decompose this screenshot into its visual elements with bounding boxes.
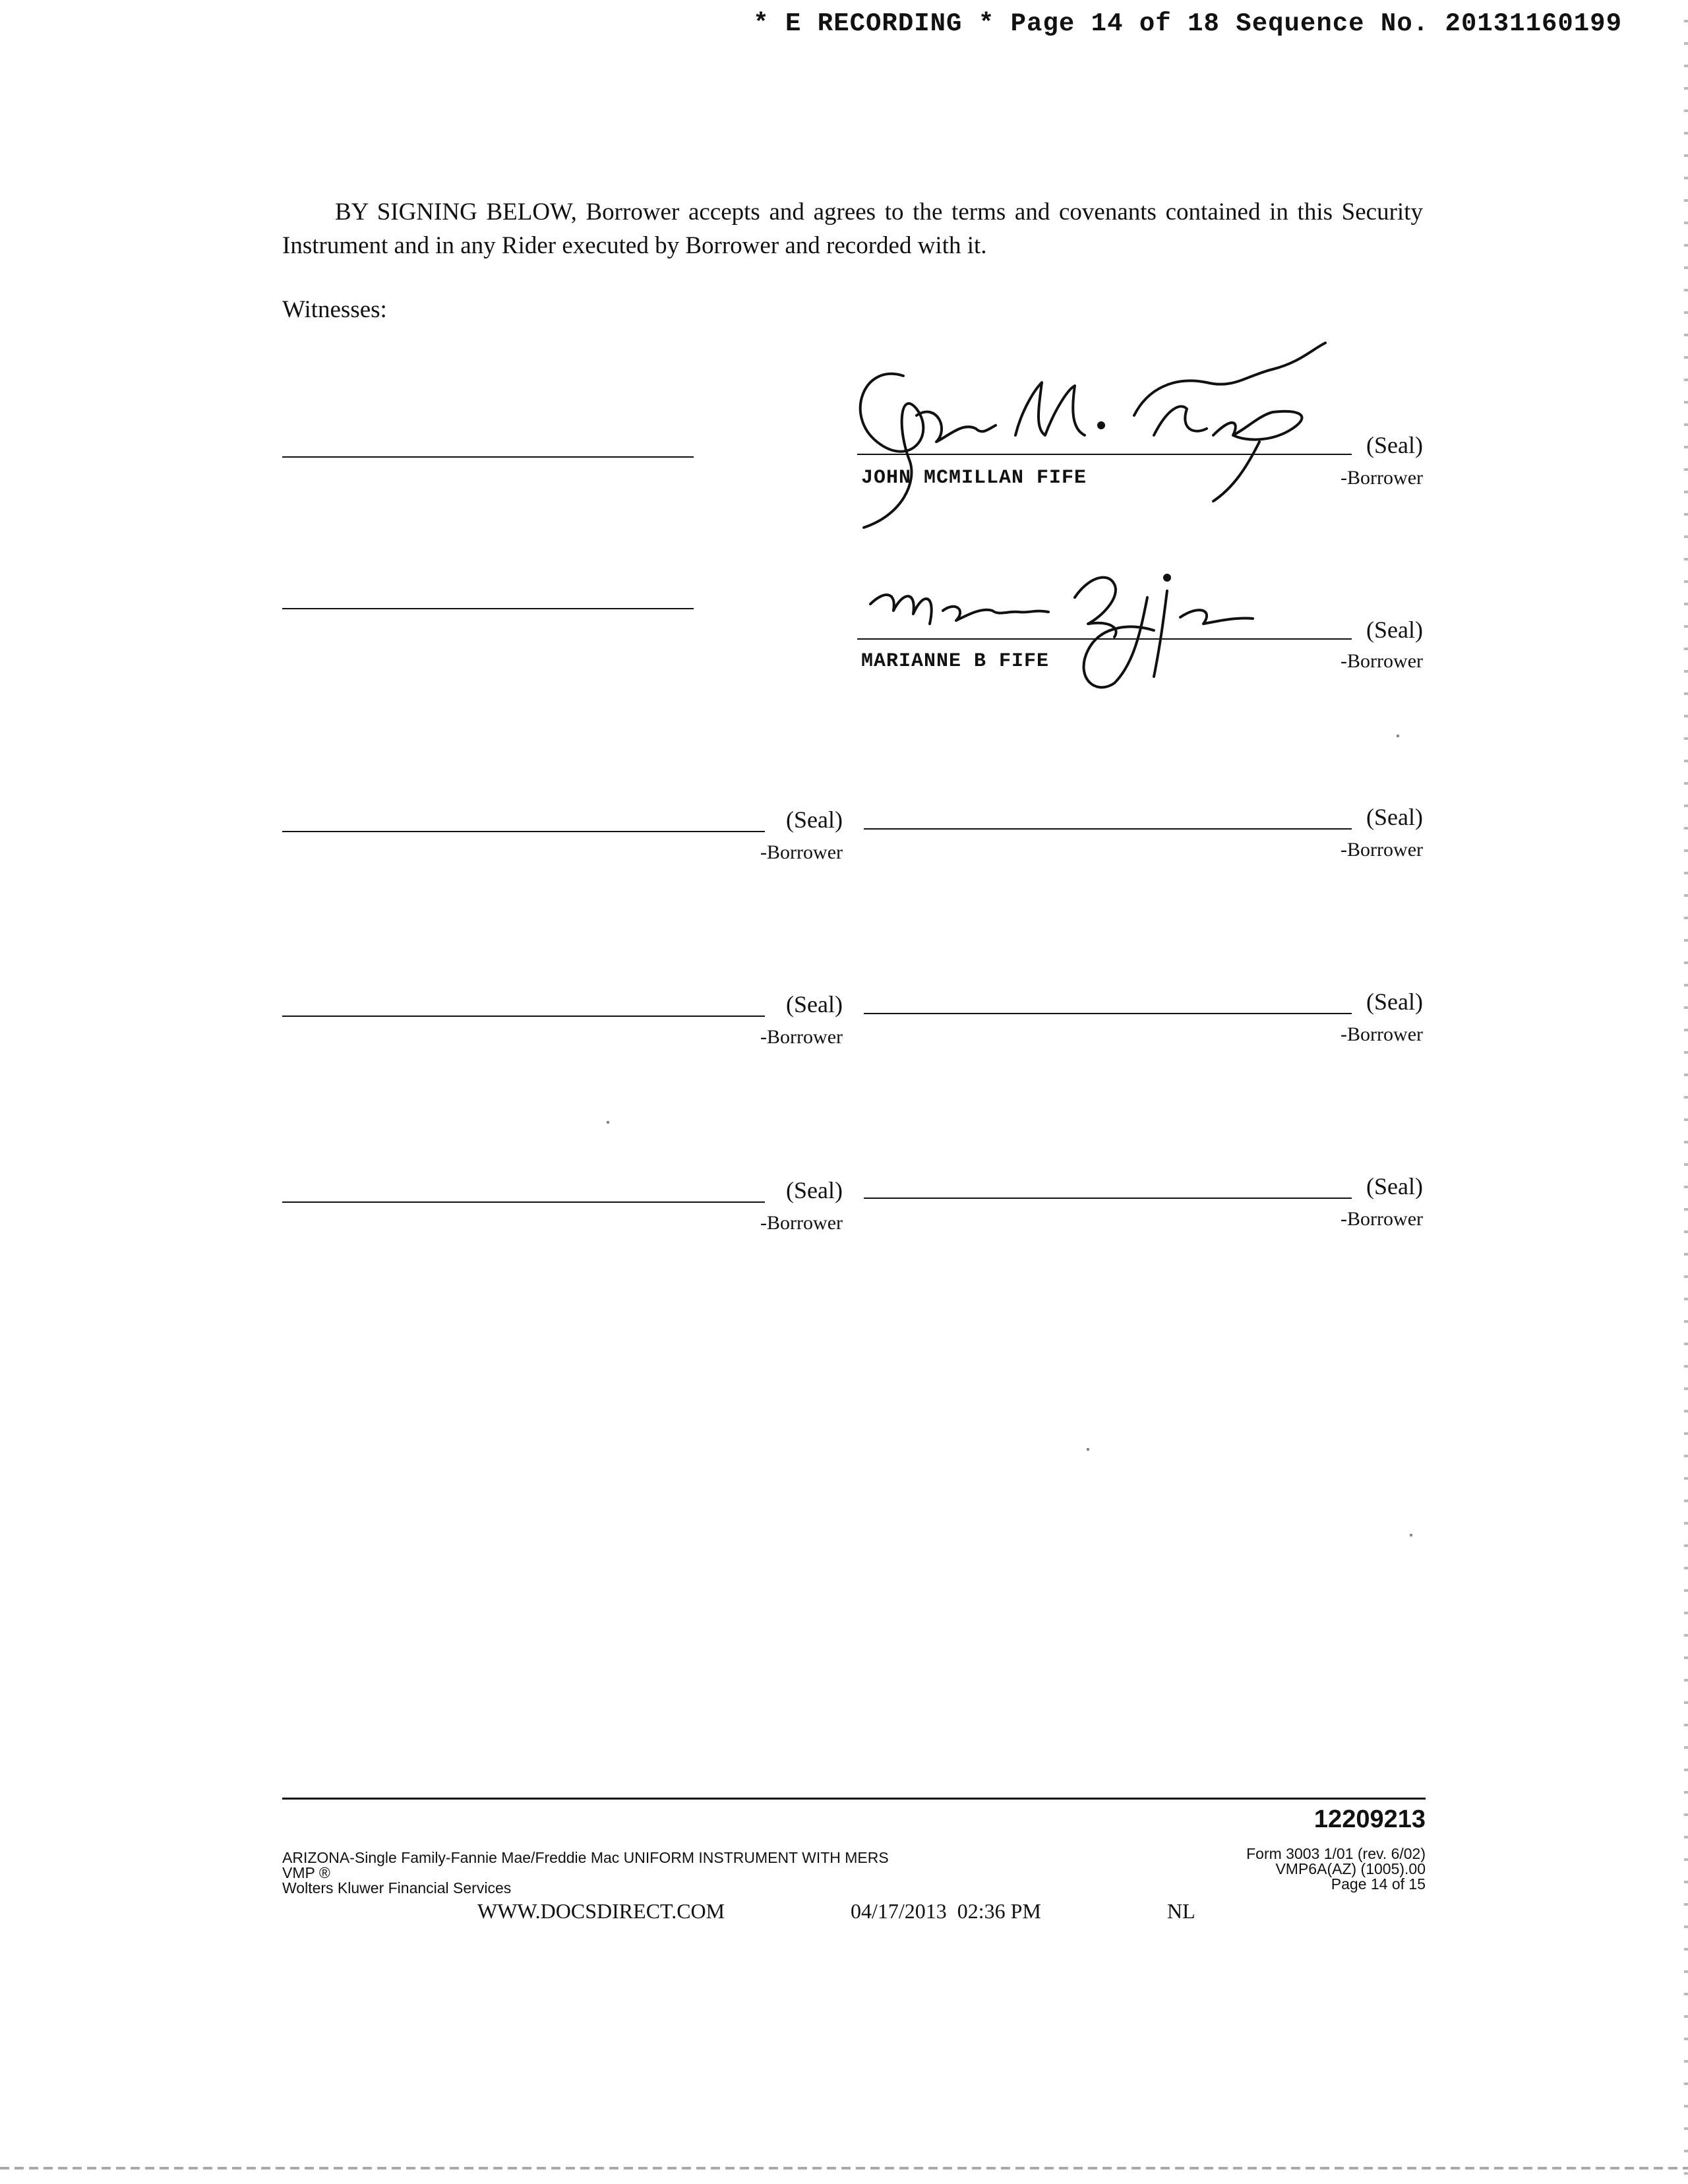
form-code: VMP6A(AZ) (1005).00 — [1275, 1860, 1426, 1877]
scan-speck — [1410, 1534, 1412, 1536]
blank-borrower-seal-4: (Seal) — [1366, 988, 1423, 1015]
preparer-initials: NL — [1167, 1899, 1195, 1923]
footer-right-block — [1246, 1846, 1426, 1892]
signer-1-role: -Borrower — [1341, 467, 1423, 489]
scan-speck — [1087, 1448, 1089, 1451]
blank-borrower-line-5 — [282, 1201, 765, 1203]
blank-borrower-line-3 — [282, 1016, 765, 1017]
print-timestamp: 04/17/2013 02:36 PM — [851, 1899, 1041, 1923]
website: WWW.DOCSDIRECT.COM — [477, 1899, 725, 1923]
blank-borrower-role-2: -Borrower — [1341, 839, 1423, 861]
scan-edge-artifact — [1684, 0, 1688, 2184]
scan-bottom-artifact — [0, 2167, 1688, 2169]
acceptance-paragraph: BY SIGNING BELOW, Borrower accepts and agrees to the terms and covenants contained in this Security Instrument and in any Rider executed by Borrower and recorded with it. — [282, 198, 1423, 259]
signer-2-seal: (Seal) — [1366, 617, 1423, 643]
signature-john-fife — [837, 336, 1339, 534]
signer-2-role: -Borrower — [1341, 650, 1423, 672]
form-number: Form 3003 1/01 (rev. 6/02) — [1246, 1845, 1426, 1862]
loan-number: 12209213 — [1313, 1805, 1426, 1833]
witnesses-label: Witnesses: — [282, 296, 387, 323]
scan-speck — [1397, 735, 1399, 737]
blank-borrower-role-1: -Borrower — [760, 841, 843, 863]
recording-header: * E RECORDING * Page 14 of 18 Sequence No. 20131160199 — [753, 9, 1622, 38]
blank-borrower-role-3: -Borrower — [760, 1026, 843, 1048]
footer-rule — [282, 1798, 1426, 1800]
signer-1-name: JOHN MCMILLAN FIFE — [861, 467, 1087, 489]
signature-marianne-fife — [857, 564, 1279, 690]
blank-borrower-role-5: -Borrower — [760, 1212, 843, 1234]
publisher: Wolters Kluwer Financial Services — [282, 1879, 512, 1896]
footer-left-block — [282, 1850, 889, 1896]
blank-borrower-role-4: -Borrower — [1341, 1023, 1423, 1045]
blank-borrower-role-6: -Borrower — [1341, 1208, 1423, 1230]
blank-borrower-seal-3: (Seal) — [786, 991, 843, 1017]
blank-borrower-line-1 — [282, 831, 765, 832]
blank-borrower-seal-5: (Seal) — [786, 1177, 843, 1203]
blank-borrower-seal-2: (Seal) — [1366, 804, 1423, 830]
blank-borrower-line-6 — [864, 1198, 1352, 1199]
vmp-mark: VMP ® — [282, 1864, 330, 1881]
form-description: ARIZONA-Single Family-Fannie Mae/Freddie Mac UNIFORM INSTRUMENT WITH MERS — [282, 1849, 889, 1866]
blank-borrower-line-4 — [864, 1013, 1352, 1014]
witness-line-2 — [282, 608, 694, 609]
signer-1-seal: (Seal) — [1366, 432, 1423, 458]
blank-borrower-line-2 — [864, 828, 1352, 830]
blank-borrower-seal-1: (Seal) — [786, 806, 843, 833]
blank-borrower-seal-6: (Seal) — [1366, 1173, 1423, 1199]
witness-line-1 — [282, 456, 694, 458]
scan-speck — [607, 1121, 609, 1124]
page-number: Page 14 of 15 — [1331, 1875, 1426, 1893]
signer-2-name: MARIANNE B FIFE — [861, 650, 1050, 673]
